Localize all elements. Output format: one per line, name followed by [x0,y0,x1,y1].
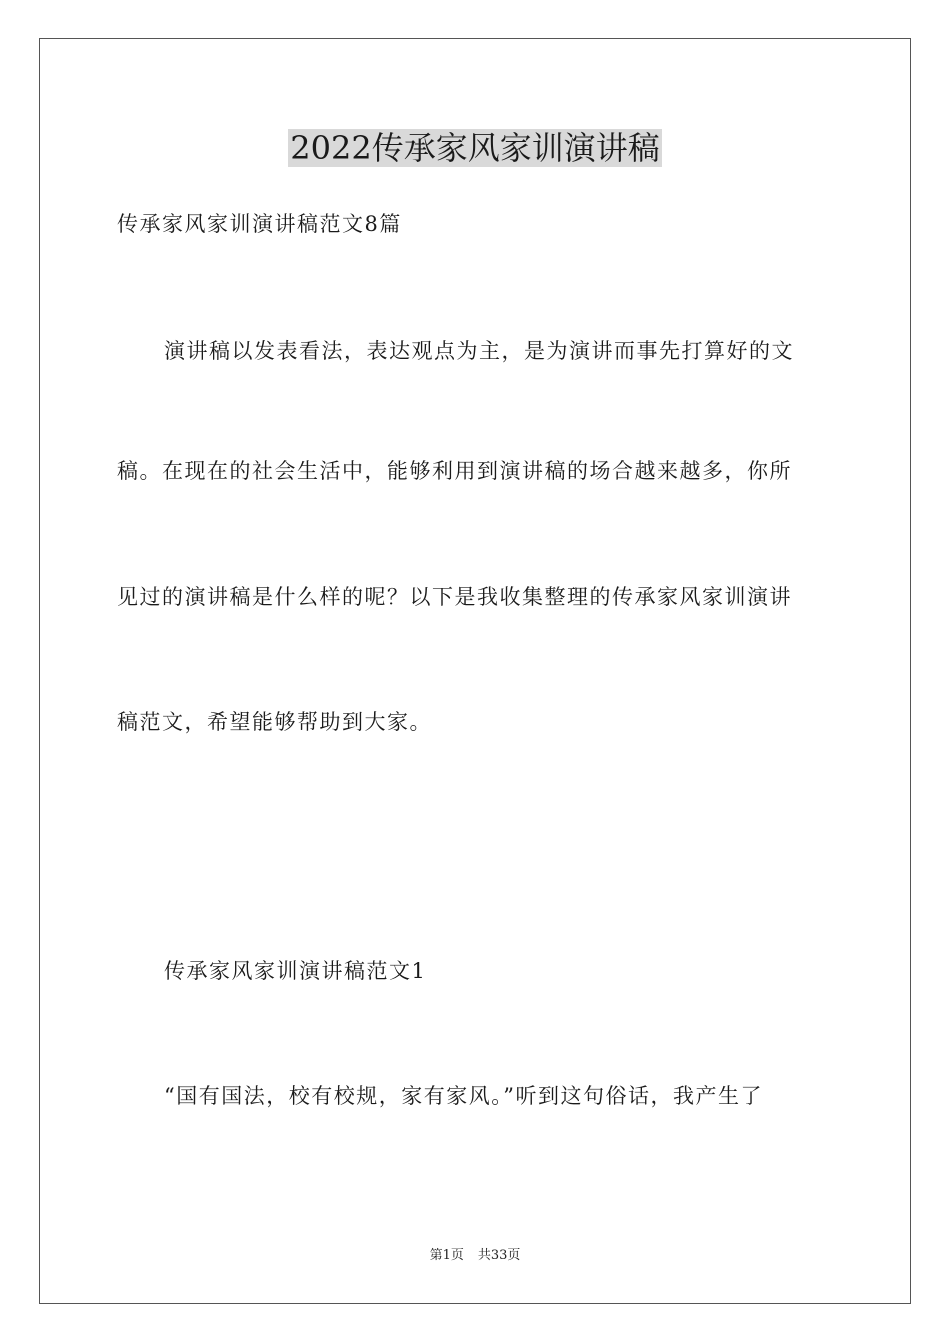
intro-line-1: 演讲稿以发表看法，表达观点为主，是为演讲而事先打算好的文 [164,339,794,363]
section-paragraph-line-1: “国有国法，校有校规，家有家风。”听到这句俗话，我产生了 [164,1084,763,1108]
document-title-text: 2022传承家风家训演讲稿 [290,129,660,167]
page-number: 第1页 [429,1248,464,1263]
intro-line-2: 稿。在现在的社会生活中，能够利用到演讲稿的场合越来越多，你所 [117,459,792,483]
document-subtitle: 传承家风家训演讲稿范文8篇 [117,212,402,236]
page-total: 共33页 [477,1248,521,1263]
intro-line-4: 稿范文，希望能够帮助到大家。 [117,710,432,734]
intro-line-3: 见过的演讲稿是什么样的呢？以下是我收集整理的传承家风家训演讲 [117,585,792,609]
page-footer [0,1247,950,1265]
section-heading: 传承家风家训演讲稿范文1 [164,959,427,983]
document-title [0,128,950,168]
